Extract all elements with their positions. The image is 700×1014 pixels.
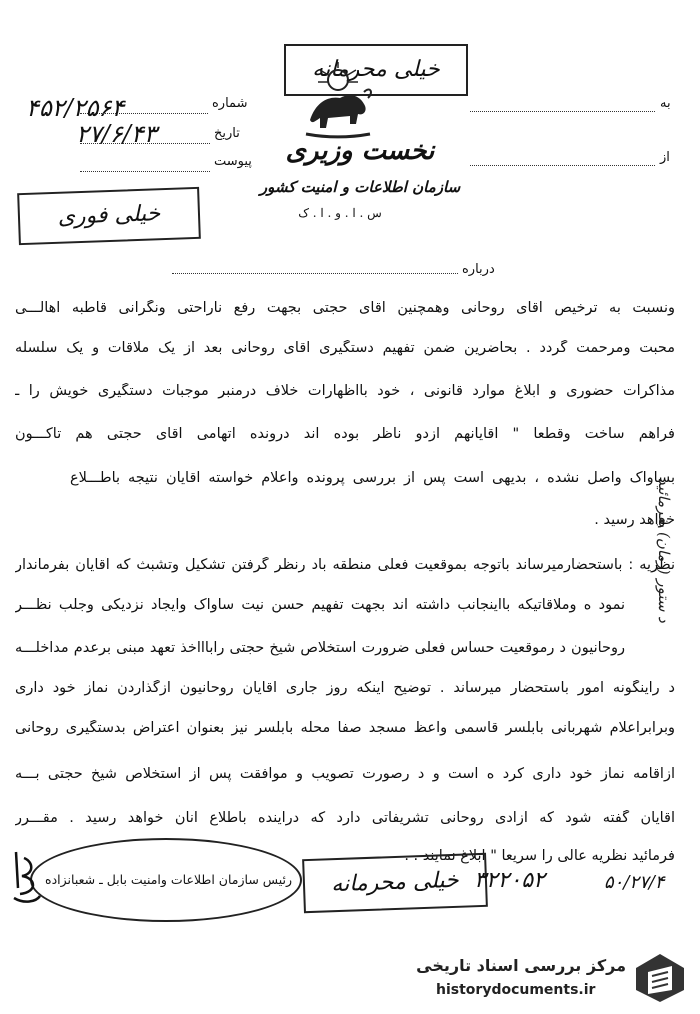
body-line: ونسبت به ترخیص آقای روحانی وهمچنین آقای حجتی بجهت رفع ناراحتی ونگرانی قاطبه اهالـــی xyxy=(15,300,675,316)
org-ministry: نخست وزیری xyxy=(285,136,435,166)
from-label: از xyxy=(660,150,670,165)
bottom-handwritten-number: ۳۲۲۰۵۲ xyxy=(474,868,545,893)
body-line: نمود ه وملاقاتیکه بااینجانب داشته اند بجهت تفهیم حسن نیت ساواک وایجاد نزدیکی وجلب نظـــر xyxy=(15,597,625,613)
org-name: سازمان اطلاعات و امنیت کشور xyxy=(259,178,461,196)
org-code: س . ا . و . ا . ک xyxy=(298,206,382,220)
top-confidential-stamp: خیلی محرمانه xyxy=(284,44,468,96)
date-label: تاریخ xyxy=(214,126,240,141)
to-dots xyxy=(470,110,655,112)
body-line: محبت ومرحمت گردد . بحاضرین ضمن تفهیم دستگیری آقای روحانی بعد از یک ملاقات و یک سلسله xyxy=(15,340,675,356)
bottom-right-number: ۵۰/۲۷/۴ xyxy=(604,872,665,893)
body-line: فراهم ساخت وقطعا " آقایانهم ازدو ناظر بوده اند درونده اتهامی آقای حجتی هم تاکـــون xyxy=(15,426,675,442)
subject-dots xyxy=(172,272,458,274)
to-label: به xyxy=(660,96,671,111)
number-label: شماره xyxy=(212,96,248,111)
attachment-dots xyxy=(80,170,210,172)
number-value: ۴۵۲/۲۵۶۴ xyxy=(26,94,125,122)
watermark-url: historydocuments.ir xyxy=(436,982,596,998)
attachment-label: پیوست xyxy=(214,154,252,169)
body-line: نظریه : باستحضارمیرساند باتوجه بموقعیت فعلی منطقه باد رنظر گرفتن تشکیل وتشبث که آقایان بفرماندار xyxy=(15,557,675,573)
bottom-confidential-stamp: خیلی محرمانه xyxy=(302,853,488,913)
subject-label: درباره xyxy=(462,262,495,277)
body-line: بساواک واصل نشده ، بدیهی است پس از بررسی پرونده واعلام خواسته آقایان نتیجه باطـــلاع xyxy=(70,470,675,486)
signature-text: رئیس سازمان اطلاعات وامنیت بابل ـ شعبانزاده xyxy=(45,872,292,887)
body-line: روحانیون د رموقعیت حساس فعلی ضرورت استخلاص شیخ حجتی راباااخذ تعهد مبنی برعدم مداخلـــه xyxy=(15,640,625,656)
margin-handwritten-note: د ستور (زمان) بفرمائید xyxy=(655,477,673,623)
number-dots xyxy=(80,112,208,114)
body-line: آقایان گفته شود که آزادی روحانی تشریفاتی دارد که درآینده باطلاع آنان خواهد رسید . مقـــرر xyxy=(15,810,675,826)
date-dots xyxy=(80,142,210,144)
urgent-stamp: خیلی فوری xyxy=(17,187,201,245)
from-dots xyxy=(470,164,655,166)
lion-and-sun-emblem-icon xyxy=(298,62,378,142)
body-line: وبرابراعلام شهربانی بابلسر قاسمی واعظ مسجد صفا محله بابلسر نیز بعنوان اعتراض بدستگیری روحانی xyxy=(15,720,675,736)
body-line: خواهد رسید . xyxy=(594,512,675,528)
body-line: فرمائید نظریه عالی را سریعا " ابلاغ نمایند . . xyxy=(404,848,675,864)
watermark-title: مرکز بررسی اسناد تاریخی xyxy=(416,956,626,975)
signature-scribble-icon xyxy=(10,848,44,908)
body-line: مذاکرات حضوری و ابلاغ موارد قانونی ، خود بااظهارات خلاف درمنبر موجبات دستگیری خویش را ـ xyxy=(15,383,675,399)
archive-logo-icon xyxy=(632,950,688,1006)
date-value: ۲۷/۶/۴۳ xyxy=(76,120,157,148)
body-line: ازاقامه نماز خود داری کرد ه است و د رصورت تصویب و موافقت پس از استخلاص شیخ حجتی بـــه xyxy=(15,766,675,782)
body-line: د راینگونه امور باستحضار میرساند . توضیح اینکه روز جاری آقایان روحانیون ازگذاردن نماز خود داری xyxy=(15,680,675,696)
